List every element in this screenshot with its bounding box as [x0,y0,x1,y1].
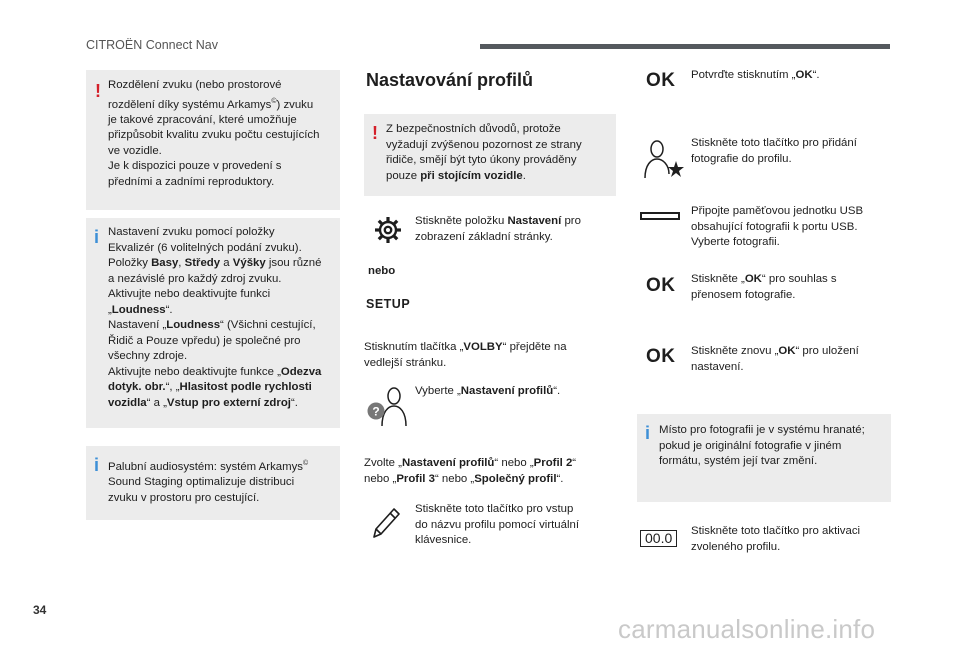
note-sound-distribution [86,70,340,210]
text-line: Sound Staging optimalizuje distribuci [108,476,295,489]
text-line: řidiče, smějí být tyto úkony prováděny [386,154,577,166]
step-save-settings [691,344,891,375]
header-title: CITROËN Connect Nav [86,38,218,52]
step-activate-profile [691,524,891,555]
watermark: carmanualsonline.info [618,614,876,644]
text-line: Stiskněte toto tlačítko pro vstup [415,503,574,515]
text-line: Připojte paměťovou jednotku USB [691,205,864,217]
step-settings [415,214,615,245]
text-line: Aktivujte nebo deaktivujte funkci [108,288,271,300]
warning-icon: ! [372,123,378,143]
paragraph-options [364,340,614,371]
warning-icon: ! [95,81,101,101]
info-photo-format [637,414,891,502]
text-line: formátu, systém její tvar změní. [659,455,818,467]
text-line: vozidla“ a „Vstup pro externí zdroj“. [108,396,298,409]
text-line: rozdělení díky systému Arkamys©) zvuku [108,97,314,111]
text-line: Z bezpečnostních důvodů, protože [386,123,561,135]
svg-text:?: ? [372,404,380,419]
display-value-icon: 00.0 [640,530,677,547]
text-line: Položky Basy, Středy a Výšky jsou různé [108,257,322,269]
text-line: Potvrďte stisknutím „OK“. [691,69,820,81]
text-line: Stiskněte znovu „OK“ pro uložení [691,345,859,357]
page-number: 34 [33,603,47,617]
info-icon: i [94,227,100,247]
ok-button-icon: OK [646,70,676,91]
add-photo-icon [640,138,686,180]
text-line: dotyk. obr.“, „Hlasitost podle rychlosti [108,381,312,393]
text-line: Palubní audiosystém: systém Arkamys© [108,460,309,473]
text-line: „Loudness“. [108,303,173,316]
note-arkamys [86,446,340,520]
text-line: Řidič a Pouze vpředu) je společné pro [108,334,301,347]
step-select-profile-settings [415,384,615,400]
text-line: Vyberte „Nastavení profilů“. [415,385,561,397]
text-line: předními a zadními reproduktory. [108,175,275,188]
text-line: Zvolte „Nastavení profilů“ nebo „Profil 2“ [364,457,577,469]
pencil-icon [368,504,402,540]
text-line: Stisknutím tlačítka „VOLBY“ přejděte na [364,341,567,353]
text-line: Aktivujte nebo deaktivujte funkce „Odezva [108,365,322,378]
step-usb [691,204,891,251]
text-line: do názvu profilu pomocí virtuální [415,518,579,531]
text-line: vedlejší stránku. [364,356,447,369]
warning-safety [364,114,616,196]
usb-icon [640,212,680,220]
text-line: pokud je originální fotografie v jiném [659,439,842,452]
text-line: je takové zpracování, které umožňuje [108,113,297,126]
text-line: Nastavení zvuku pomocí položky [108,226,275,238]
step-confirm-ok [691,68,891,84]
or-label: nebo [368,265,396,277]
text-line: Vyberte fotografii. [691,236,780,248]
text-line: Stiskněte položku Nastavení pro [415,215,581,227]
header-bar [480,44,890,49]
section-heading: Nastavování profilů [366,70,534,90]
profile-settings-icon [364,384,412,428]
text-line: zvoleného profilu. [691,540,781,553]
text-line: zvuku v prostoru pro cestující. [108,491,260,504]
text-line: klávesnice. [415,534,472,546]
ok-button-icon: OK [646,275,676,296]
text-line: všechny zdroje. [108,350,188,362]
text-line: zobrazení základní stránky. [415,230,553,243]
info-icon: i [94,455,100,475]
text-line: přenosem fotografie. [691,288,796,301]
text-line: obsahující fotografii k portu USB. [691,220,858,233]
text-line: Stiskněte „OK“ pro souhlas s [691,273,837,285]
setup-button-label: SETUP [366,297,411,311]
text-line: nebo „Profil 3“ nebo „Společný profil“. [364,472,564,485]
text-line: pouze při stojícím vozidle. [386,169,526,182]
step-profile-name [415,502,615,549]
info-icon: i [645,423,651,443]
text-line: Nastavení „Loudness“ (Všichni cestující, [108,319,316,331]
text-line: vyžadují zvýšenou pozornost ze strany [386,138,582,151]
text-line: Stiskněte toto tlačítko pro aktivaci [691,525,861,537]
text-line: Je k dispozici pouze v provedení s [108,160,282,173]
text-line: přizpůsobit kvalitu zvuku počtu cestujících [108,129,320,142]
note-equalizer [86,218,340,428]
paragraph-profiles [364,456,616,487]
text-line: Místo pro fotografii je v systému hranaté; [659,424,865,436]
text-line: nastavení. [691,360,744,373]
text-line: a nezávislé pro každý zdroj zvuku. [108,272,282,285]
step-add-photo [691,136,891,167]
text-line: fotografie do profilu. [691,152,792,165]
text-line: ve vozidle. [108,144,162,157]
step-accept-transfer [691,272,891,303]
text-line: Ekvalizér (6 volitelných podání zvuku). [108,241,302,254]
ok-button-icon: OK [646,346,676,367]
text-line: Rozdělení zvuku (nebo prostorové [108,79,282,91]
text-line: Stiskněte toto tlačítko pro přidání [691,137,857,149]
gear-icon [373,215,403,245]
